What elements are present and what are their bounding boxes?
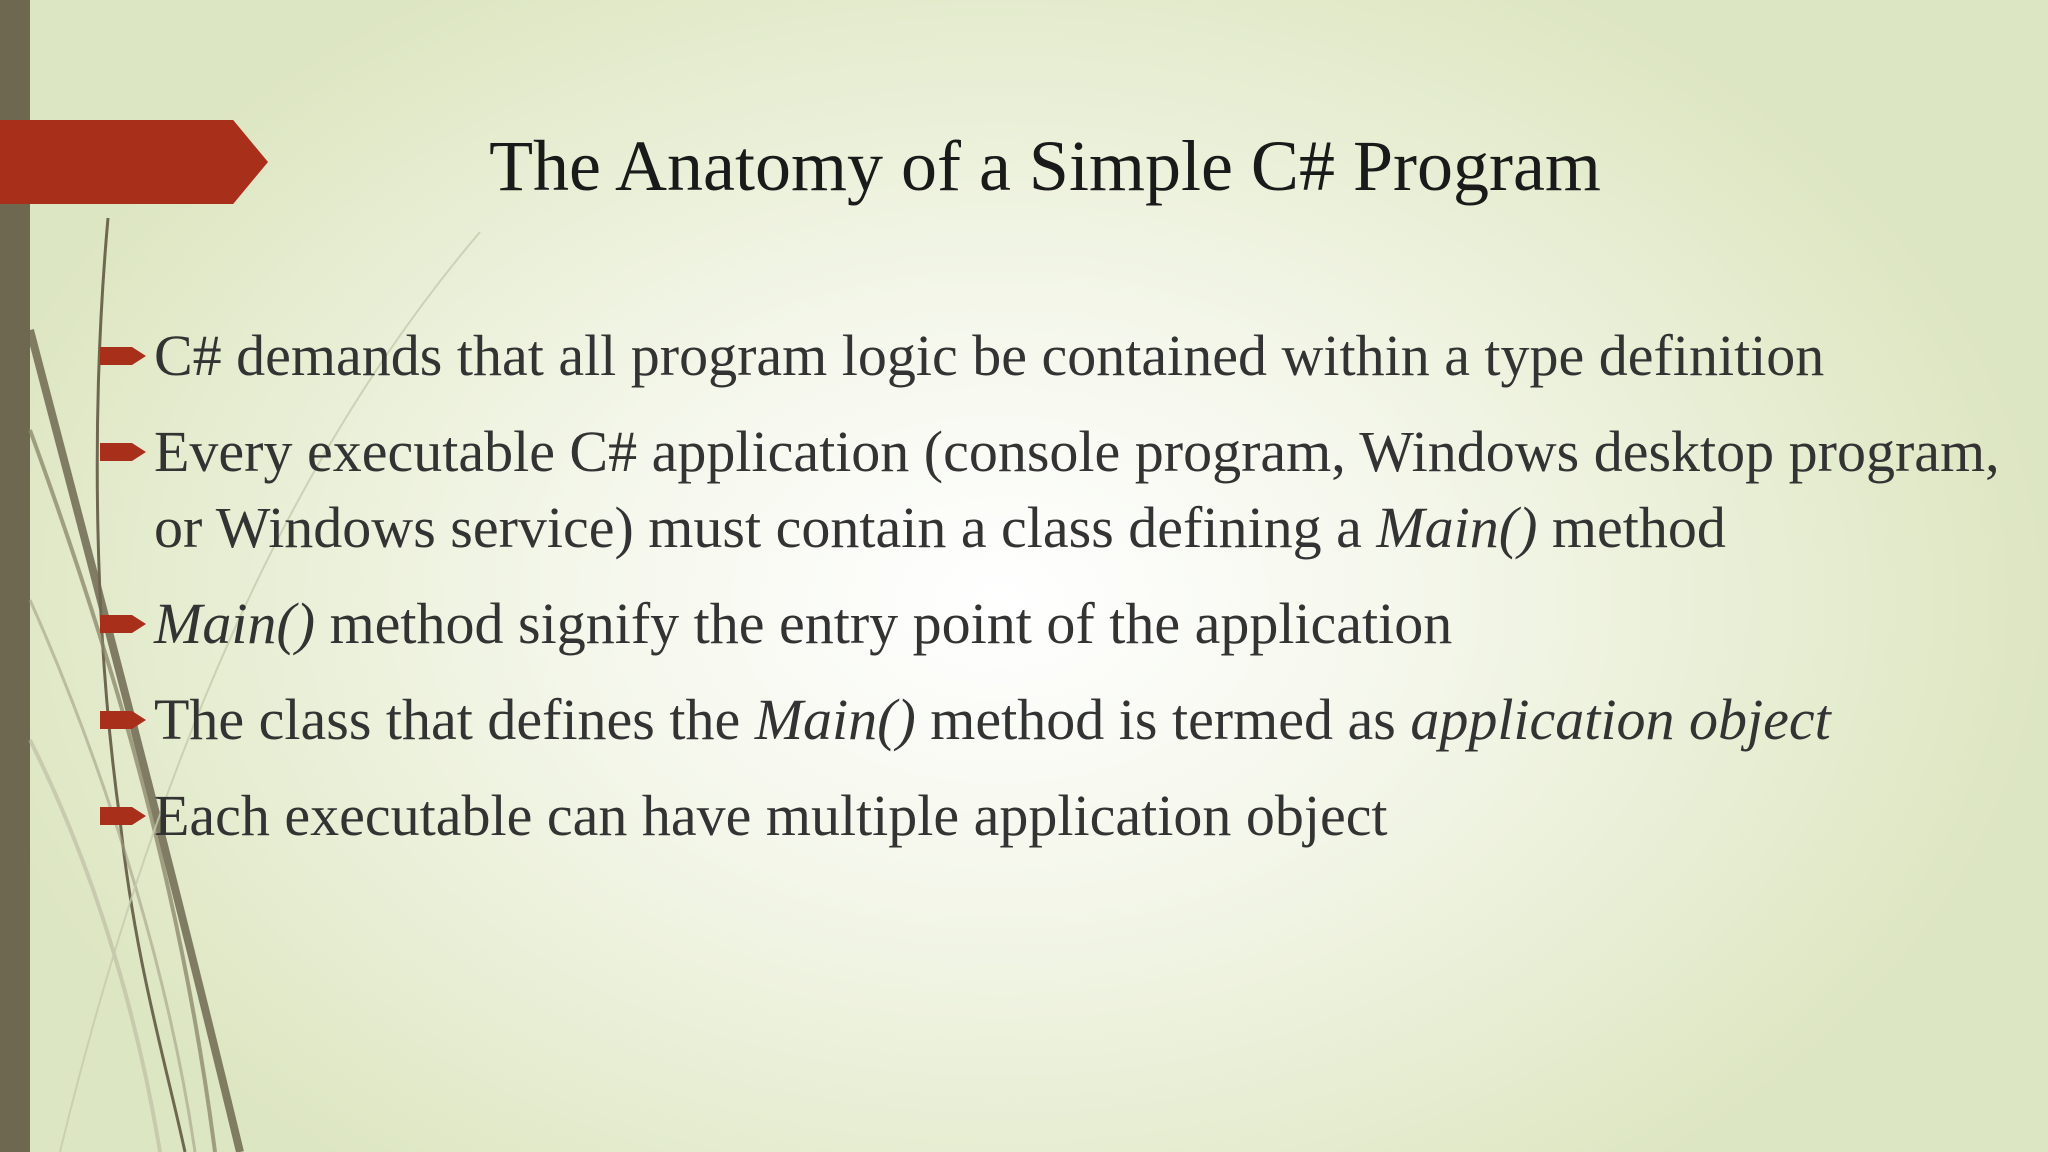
text-segment: method is termed as — [915, 687, 1411, 752]
arrow-bullet-icon — [100, 344, 148, 368]
bullet-item — [100, 586, 2000, 662]
bullet-text — [154, 323, 1824, 388]
italic-text-segment: Main() — [154, 591, 316, 656]
text-segment: Every executable C# application (console program, Windows desktop program, or Windows service) must contain a class defining a — [154, 419, 2000, 560]
text-segment: Each executable can have multiple application object — [154, 783, 1388, 848]
bullet-text — [154, 591, 1452, 656]
bullet-text — [154, 783, 1388, 848]
italic-text-segment: Main() — [754, 687, 916, 752]
bullet-item — [100, 318, 2000, 394]
bullet-item — [100, 778, 2000, 854]
bullet-item — [100, 414, 2000, 566]
slide-title: The Anatomy of a Simple C# Program — [489, 126, 1601, 206]
title-arrow-banner — [0, 120, 268, 204]
arrow-bullet-icon — [100, 804, 148, 828]
bullet-list — [100, 318, 2000, 874]
arrow-bullet-icon — [100, 440, 148, 464]
text-segment: The class that defines the — [154, 687, 755, 752]
italic-text-segment: application object — [1410, 687, 1831, 752]
text-segment: C# demands that all program logic be contained within a type definition — [154, 323, 1825, 388]
bullet-item — [100, 682, 2000, 758]
italic-text-segment: Main() — [1376, 495, 1538, 560]
text-segment: method — [1537, 495, 1726, 560]
arrow-bullet-icon — [100, 708, 148, 732]
bullet-text — [154, 419, 2000, 560]
arrow-bullet-icon — [100, 612, 148, 636]
text-segment: method signify the entry point of the application — [315, 591, 1453, 656]
bullet-text — [154, 687, 1831, 752]
